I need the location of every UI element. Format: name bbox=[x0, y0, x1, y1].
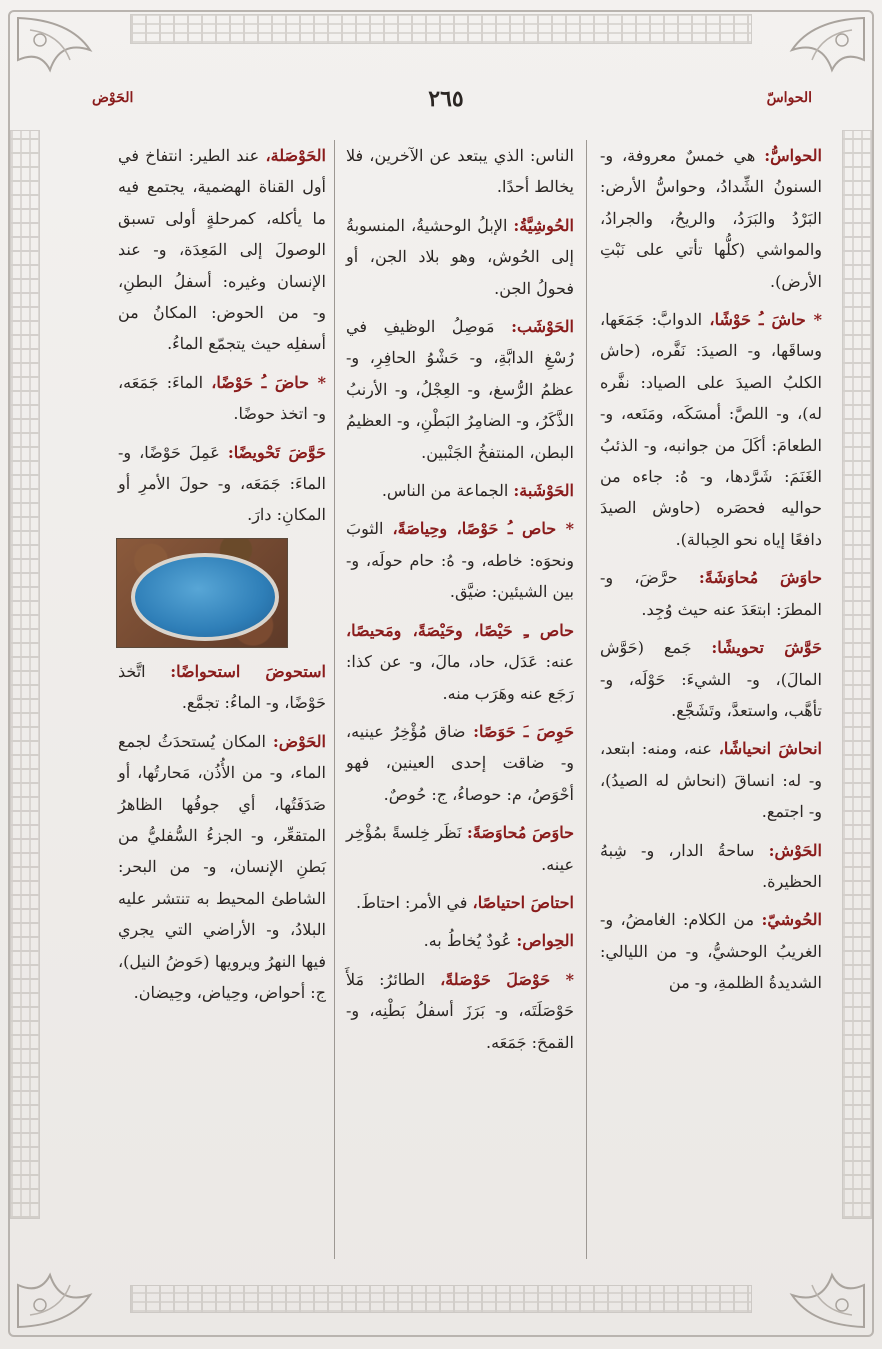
dictionary-entry bbox=[118, 726, 326, 1009]
entry-headword: الحَوْشَبة: bbox=[513, 481, 574, 501]
dictionary-entry bbox=[346, 964, 574, 1058]
entry-definition: في الأمر: احتاطَ. bbox=[356, 892, 473, 912]
entry-headword: حاوَشَ مُحاوَشَةً: bbox=[698, 568, 823, 588]
pool-photo bbox=[116, 538, 288, 648]
dictionary-entry bbox=[346, 513, 574, 607]
running-head-right: الحواسّ bbox=[766, 90, 812, 106]
entry-definition: عنه: عَدَل، حاد، مالَ، و- عن كذا: رَجَع عنه وهَرَب منه. bbox=[346, 652, 574, 703]
entry-definition: جَمع (حَوَّش المالَ)، و- الشيءَ: حَوْلَه، و- تأهَّب، واستعدَّ، وتَشَجَّع. bbox=[600, 638, 822, 720]
dictionary-entry bbox=[600, 304, 822, 555]
entry-headword: الحَوْض: bbox=[272, 731, 326, 751]
column-divider bbox=[334, 140, 335, 1259]
entry-headword: الحَوْصَلة، bbox=[265, 146, 326, 165]
photo-pool bbox=[131, 553, 279, 641]
entry-definition: مَوصِلُ الوظيفِ في رُسْغِ الدابَّةِ، و- حَشْوُ الحافِرِ، و- عظمُ الرُّسغ، و- العِجْلُ، و- الأرنبُ الذَّكَرُ، و- الضامِرُ البَطْنِ، و- العظيمُ البطن، المنتفخُ الجَنْبين. bbox=[346, 317, 574, 462]
entry-headword: الحُوشيّ: bbox=[761, 910, 822, 930]
running-head-left: الحَوْض bbox=[92, 90, 134, 106]
dictionary-entry bbox=[600, 632, 822, 726]
entry-definition: الثوبَ ونحوَه: خاطه، و- هُ: حام حولَه، و- بين الشيئين: ضيَّق. bbox=[346, 519, 574, 602]
border-band-right bbox=[842, 130, 872, 1219]
entry-definition: عَمِلَ حَوْضًا، و- الماءَ: جَمَعَه، و- حولَ الأمرِ أو المكانِ: دارَ. bbox=[118, 442, 326, 525]
dictionary-entry bbox=[346, 925, 574, 956]
entry-headword: * حاضَ ـُ حَوْضًا، bbox=[211, 372, 326, 392]
entry-definition: الجماعة من الناس. bbox=[381, 481, 514, 501]
entry-headword: الحِواص: bbox=[516, 931, 574, 951]
column-left bbox=[118, 140, 326, 1015]
dictionary-entry bbox=[600, 835, 822, 898]
corner-ornament-icon bbox=[10, 1215, 130, 1335]
dictionary-entry bbox=[600, 140, 822, 297]
entry-definition: المكان يُستحدَثُ لجمع الماء، و- من الأُذُن، مَحارتُها، أو صَدَفَتُها، أي جوفُها الظاهرُ المتقعِّر، و- الجزءُ السُّفليُّ من بَطنِ الإنسان، و- من البحر: الشاطئ المحيط به تنتشر عليه البلادُ، و- الأراضي التي يجري فيها النهرُ ويرويها (حَوضُ النيل)، ج: أحواض، وحِياض، وحِيضان. bbox=[118, 731, 326, 1002]
entry-definition: الطائرُ: مَلأَ حَوْصَلَتَه، و- بَرَزَ أسفلُ بَطْنِه، و- القمحَ: جَمَعَه. bbox=[346, 969, 574, 1052]
dictionary-entry bbox=[118, 367, 326, 430]
entry-definition: حرَّضَ، و- المطرَ: ابتعَدَ عنه حيث وُجِد. bbox=[600, 568, 822, 619]
entry-definition: ضاق مُؤْخِرُ عينيه، و- ضاقت إحدى العينين، فهو أحْوَصُ، م: حوصاءُ، ج: حُوصٌ. bbox=[346, 721, 574, 804]
entry-headword: حَوَّشَ تحويشًا: bbox=[711, 638, 822, 658]
dictionary-entry bbox=[346, 817, 574, 880]
column-divider bbox=[586, 140, 587, 1259]
entry-headword: حَوَّضَ تَحْويضًا: bbox=[227, 442, 326, 462]
entry-headword: حَوِصَ ـَ حَوَصًا: bbox=[473, 721, 574, 741]
entry-definition: الناس: الذي يبتعد عن الآخرين، فلا يخالط أحدًا. bbox=[346, 146, 574, 197]
column-middle bbox=[346, 140, 574, 1065]
dictionary-entry bbox=[600, 562, 822, 625]
entry-definition: ساحةُ الدار، و- شِبهُ الحظيرة. bbox=[600, 840, 822, 891]
entry-definition: الإبلُ الوحشيةُ، المنسوبةُ إلى الحُوش، وهو بلاد الجن، أو فحولُ الجن. bbox=[346, 215, 574, 298]
entry-headword: استحوضَ استحواضًا: bbox=[170, 661, 326, 681]
border-band-bottom bbox=[130, 1285, 752, 1313]
entry-headword: حاص ـِ حَيْصًا، وحَيْصَةً، ومَحيصًا، bbox=[346, 620, 574, 640]
entry-definition: عند الطير: انتفاخ في أول القناة الهضمية، يجتمع فيه ما يأكله، كمرحلةٍ أولى تسبق الوصولَ إلى المَعِدَة، و- عند الإنسان وغيره: أسفلُ البطنِ، و- من الحوض: المكانُ من أسفلِه حيث يتجمّع الماءُ. bbox=[118, 146, 326, 354]
border-band-top bbox=[130, 14, 752, 44]
entry-definition: الدوابَّ: جَمَعَها، وساقَها، و- الصيدَ: نَفَّره، (حاش الكلبُ الصيدَ على الصياد: نفَّره له)، و- اللصَّ: أمسَكَه، ومَنَعه، و- الطعامَ: أكَلَ من جوانبه، و- الذئبُ الغَنَمَ: شَرَّدها، و- هُ: جاءه من حواليه فحصَره (حاوش الصيدَ دافعًا إياه نحو الحِبالة). bbox=[600, 310, 822, 549]
dictionary-entry bbox=[346, 615, 574, 709]
entry-headword: الحُوشِيَّةُ: bbox=[513, 215, 574, 235]
dictionary-entry bbox=[118, 140, 326, 360]
dictionary-entry bbox=[346, 140, 574, 203]
entry-definition: نَظَر خِلسةً بمُؤْخِر عينه. bbox=[346, 823, 574, 874]
entry-definition: من الكلام: الغامضُ، و- الغريبُ الوحشيُّ، و- من الليالي: الشديدةُ الظلمةِ، و- من bbox=[600, 910, 822, 993]
dictionary-entry bbox=[346, 311, 574, 468]
entry-headword: حاوَصَ مُحاوَصَةً: bbox=[466, 823, 574, 843]
dictionary-entry bbox=[346, 210, 574, 304]
page-number: ٢٦٥ bbox=[428, 86, 464, 112]
entry-definition: عُودٌ يُخاطُ به. bbox=[423, 931, 517, 951]
entry-headword: * حاص ـُ حَوْصًا، وحِياصَةً، bbox=[392, 519, 575, 539]
entry-headword: احتاصَ احتياصًا، bbox=[472, 892, 574, 912]
entry-headword: الحواسُّ: bbox=[764, 146, 822, 165]
dictionary-entry bbox=[346, 887, 574, 918]
dictionary-entry bbox=[346, 475, 574, 506]
entry-headword: انحاشَ انحياشًا، bbox=[718, 739, 822, 759]
dictionary-entry bbox=[118, 437, 326, 531]
entry-definition: هي خمسٌ معروفة، و- السنونُ الشِّدادُ، وحواسُّ الأرض: البَرْدُ والبَرَدُ، والريحُ، والجرادُ، والمواشي (كلُّها تأتي على نَبْتِ الأرض). bbox=[600, 146, 822, 291]
dictionary-entry bbox=[600, 733, 822, 827]
entry-headword: * حاشَ ـُ حَوْشًا، bbox=[709, 310, 822, 330]
dictionary-entry bbox=[600, 904, 822, 998]
entry-headword: الحَوْشَب: bbox=[511, 317, 574, 337]
column-right bbox=[600, 140, 822, 1006]
entry-definition: عنه، ومنه: ابتعد، و- له: انساقَ (انحاش له الصيدُ)، و- اجتمع. bbox=[600, 739, 822, 822]
dictionary-entry bbox=[346, 716, 574, 810]
dictionary-entry bbox=[118, 656, 326, 719]
corner-ornament-icon bbox=[752, 1215, 872, 1335]
entry-headword: الحَوْش: bbox=[768, 840, 822, 860]
entry-definition: اتَّخذ حَوْضًا، و- الماءُ: تجمَّع. bbox=[118, 661, 326, 713]
entry-headword: * حَوْصَلَ حَوْصَلةً، bbox=[440, 969, 574, 989]
border-band-left bbox=[10, 130, 40, 1219]
entry-definition: الماءَ: جَمَعَه، و- اتخذ حوضًا. bbox=[118, 372, 326, 424]
page-header bbox=[80, 86, 812, 120]
